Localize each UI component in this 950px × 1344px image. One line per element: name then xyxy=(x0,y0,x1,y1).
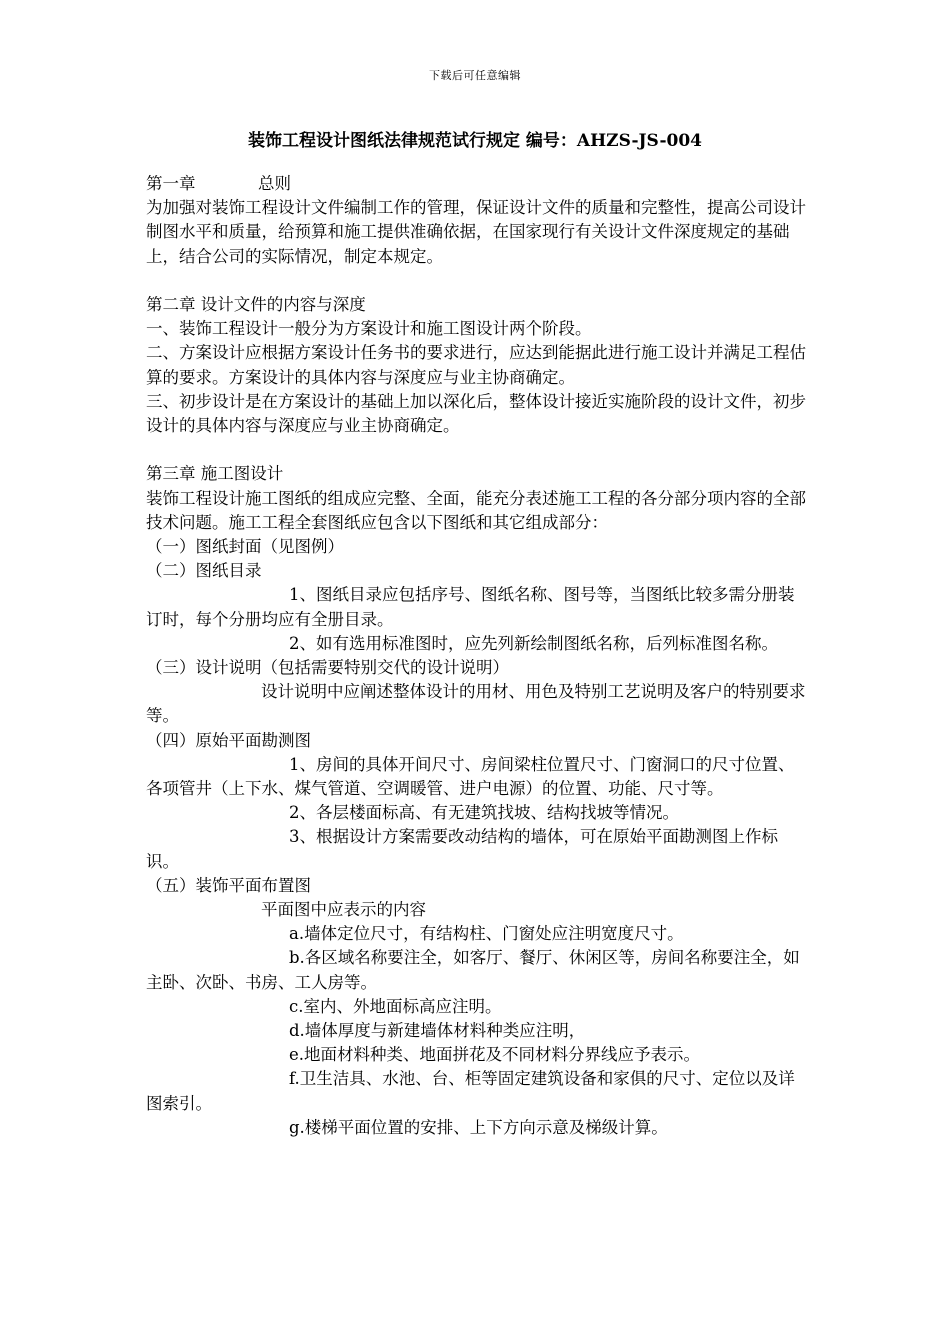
chapter-1-name: 总则 xyxy=(258,174,291,193)
section-3-text: 设计说明中应阐述整体设计的用材、用色及特别工艺说明及客户的特别要求等。 xyxy=(146,682,806,726)
chapter-1-heading xyxy=(146,172,810,196)
chapter-2-item: 二、方案设计应根据方案设计任务书的要求进行，应达到能据此进行施工设计并满足工程估算的要求。方案设计的具体内容与深度应与业主协商确定。 xyxy=(146,343,806,387)
section-5-item: a.墙体定位尺寸，有结构柱、门窗处应注明宽度尺寸。 xyxy=(289,924,684,944)
document-title: 装饰工程设计图纸法律规范试行规定 编号：AHZS-JS-004 xyxy=(247,131,703,151)
section-5-subheading: 平面图中应表示的内容 xyxy=(261,900,426,920)
chapter-2-item: 一、装饰工程设计一般分为方案设计和施工图设计两个阶段。 xyxy=(146,319,592,339)
section-5-item: f.卫生洁具、水池、台、柜等固定建筑设备和家俱的尺寸、定位以及详图索引。 xyxy=(146,1069,795,1113)
section-5-item: b.各区域名称要注全，如客厅、餐厅、休闲区等，房间名称要注全，如主卧、次卧、书房、工人房等。 xyxy=(146,948,800,992)
section-4-item: 2、各层楼面标高、有无建筑找坡、结构找坡等情况。 xyxy=(289,803,679,823)
section-5-heading: （五）装饰平面布置图 xyxy=(146,875,311,895)
section-2-item: 1、图纸目录应包括序号、图纸名称、图号等，当图纸比较多需分册装订时，每个分册均应有全册目录。 xyxy=(146,585,795,629)
section-2-item: 2、如有选用标准图时，应先列新绘制图纸名称，后列标准图名称。 xyxy=(289,633,778,653)
chapter-3-heading: 第三章 施工图设计 xyxy=(146,464,284,484)
section-5-item: d.墙体厚度与新建墙体材料种类应注明， xyxy=(289,1021,586,1041)
page-header: 下载后可任意编辑 xyxy=(429,69,521,82)
section-5-item: c.室内、外地面标高应注明。 xyxy=(289,996,502,1016)
section-5-item: e.地面材料种类、地面拼花及不同材料分界线应予表示。 xyxy=(289,1045,701,1065)
spacer xyxy=(146,269,810,293)
section-4-item: 3、根据设计方案需要改动结构的墙体，可在原始平面勘测图上作标识。 xyxy=(146,827,778,871)
chapter-1-paragraph: 为加强对装饰工程设计文件编制工作的管理，保证设计文件的质量和完整性，提高公司设计制图水平和质量，给预算和施工提供准确依据，在国家现行有关设计文件深度规定的基础上，结合公司的实际情况，制定本规定。 xyxy=(146,198,806,266)
chapter-3-intro: 装饰工程设计施工图纸的组成应完整、全面，能充分表述施工工程的各分部分项内容的全部技术问题。施工工程全套图纸应包含以下图纸和其它组成部分： xyxy=(146,488,806,532)
section-4-item: 1、房间的具体开间尺寸、房间梁柱位置尺寸、门窗洞口的尺寸位置、各项管井（上下水、煤气管道、空调暖管、进户电源）的位置、功能、尺寸等。 xyxy=(146,754,795,799)
chapter-2-heading: 第二章 设计文件的内容与深度 xyxy=(146,295,366,314)
spacer xyxy=(146,438,810,462)
document-body xyxy=(146,172,810,1140)
section-3-heading: （三）设计说明（包括需要特别交代的设计说明） xyxy=(146,658,509,678)
section-2-heading: （二）图纸目录 xyxy=(146,561,262,581)
chapter-2-item: 三、初步设计是在方案设计的基础上加以深化后，整体设计接近实施阶段的设计文件，初步设计的具体内容与深度应与业主协商确定。 xyxy=(146,391,806,436)
section-1-heading: （一）图纸封面（见图例） xyxy=(146,537,344,557)
section-5-item: g.楼梯平面位置的安排、上下方向示意及梯级计算。 xyxy=(289,1117,668,1137)
chapter-1-label: 第一章 xyxy=(146,174,196,193)
section-4-heading: （四）原始平面勘测图 xyxy=(146,730,311,750)
